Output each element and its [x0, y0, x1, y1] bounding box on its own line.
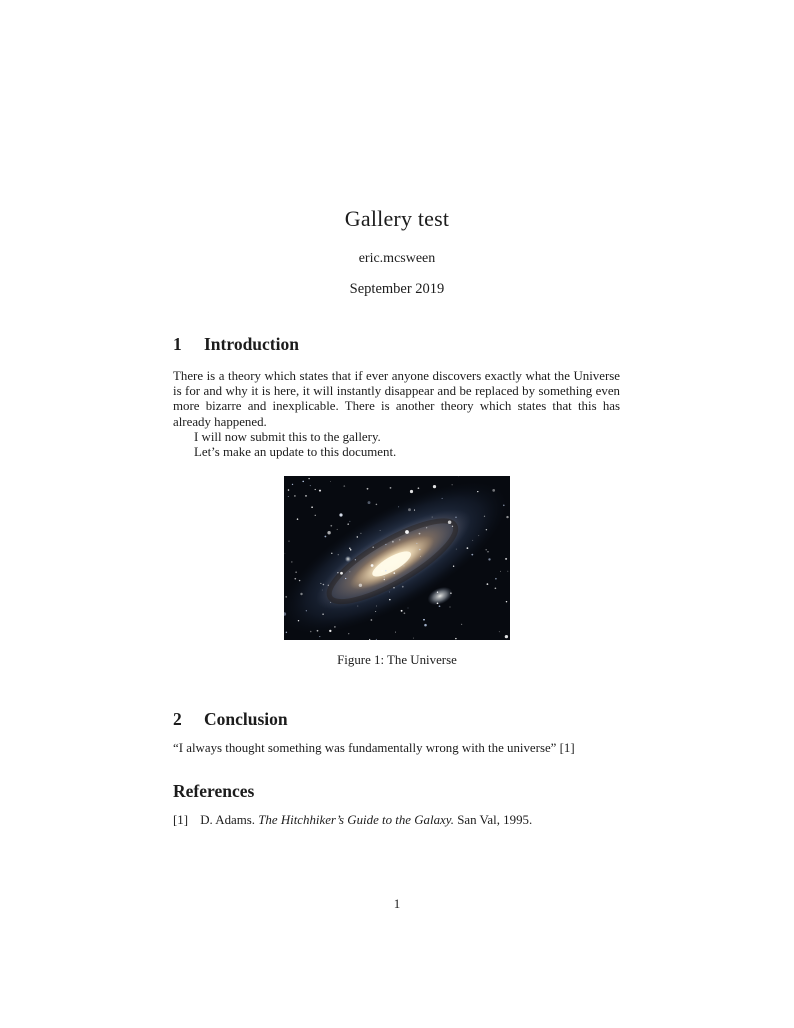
- intro-paragraph-1: There is a theory which states that if ever anyone discovers exactly what the Universe is for and why it is here, it will instantly disappear and be replaced by something even more bizarre and inexplicable. There is another theory which states that this has already happened.: [173, 369, 620, 429]
- reference-entry-1: [173, 813, 633, 828]
- andromeda-galaxy-photo: [284, 476, 510, 640]
- reference-1-publisher: San Val, 1995.: [457, 813, 533, 827]
- section-1-heading: [173, 334, 620, 355]
- intro-paragraph-3: Let’s make an update to this document.: [194, 445, 397, 460]
- section-2-title: Conclusion: [204, 709, 288, 729]
- intro-paragraph-2: I will now submit this to the gallery.: [194, 429, 381, 444]
- document-title: Gallery test: [344, 206, 450, 231]
- section-1-number: 1: [173, 334, 182, 354]
- document-date: September 2019: [349, 281, 445, 297]
- bright-star: [405, 530, 409, 534]
- section-1-title: Introduction: [204, 334, 299, 354]
- reference-1-label: [1]: [173, 813, 189, 827]
- reference-1-authors: D. Adams.: [200, 813, 256, 827]
- figure-1-caption: Figure 1: The Universe: [337, 653, 457, 667]
- section-2-heading: [173, 709, 620, 730]
- page-number: 1: [393, 896, 401, 911]
- introduction-body: [173, 369, 620, 460]
- figure-1: [284, 476, 510, 640]
- section-2-number: 2: [173, 709, 182, 729]
- bright-star: [339, 513, 342, 516]
- reference-1-title: The Hitchhiker’s Guide to the Galaxy.: [258, 813, 454, 827]
- conclusion-quote: “I always thought something was fundamentally wrong with the universe” [1]: [173, 741, 575, 755]
- document-author: eric.mcsween: [358, 251, 436, 266]
- references-heading: References: [173, 781, 255, 801]
- companion-galaxy-m32: [345, 556, 351, 562]
